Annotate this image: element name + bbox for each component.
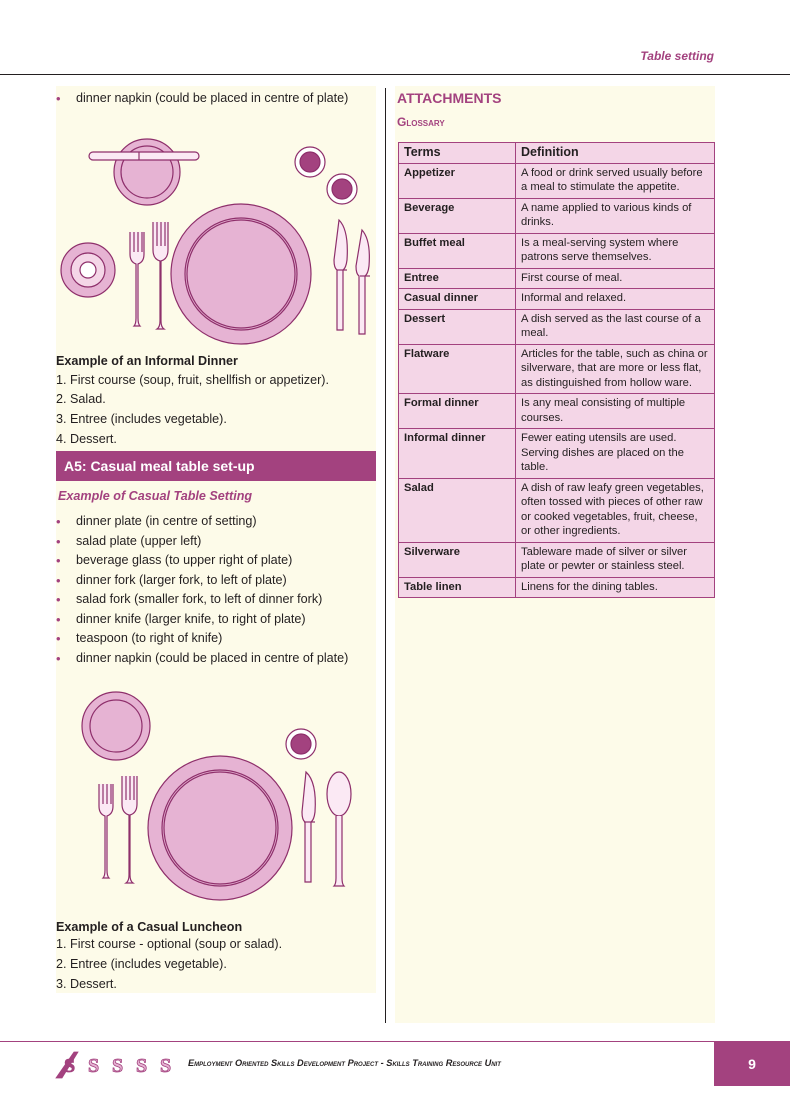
list-item: • dinner knife (larger knife, to right of plate) <box>56 612 306 627</box>
casual-setting-heading: Example of Casual Table Setting <box>58 489 253 503</box>
column-header: Terms <box>399 143 516 164</box>
glossary-title: Glossary <box>397 115 445 129</box>
bullet-icon: • <box>56 91 61 106</box>
right-column <box>395 86 715 1023</box>
definition-cell: First course of meal. <box>516 268 715 289</box>
term-cell: Buffet meal <box>399 233 516 268</box>
list-item: • dinner napkin (could be placed in centre of plate) <box>56 651 349 666</box>
definition-cell: Articles for the table, such as china or silverware, that are more or less flat, as distinguished from hollow ware. <box>516 344 715 394</box>
svg-text:S: S <box>160 1055 172 1077</box>
bullet-icon: • <box>56 534 61 549</box>
section-heading: A5: Casual meal table set-up <box>56 451 376 481</box>
bullet-icon: • <box>56 573 61 588</box>
header-title: Table setting <box>640 49 714 63</box>
list-item: 2. Salad. <box>56 392 106 406</box>
table-row <box>399 344 715 394</box>
list-item: • dinner fork (larger fork, to left of plate) <box>56 573 287 588</box>
svg-text:S: S <box>88 1055 100 1077</box>
table-row <box>399 309 715 344</box>
list-item: • dinner napkin (could be placed in centre of plate) <box>56 91 349 106</box>
svg-text:S: S <box>136 1055 148 1077</box>
column-divider <box>385 88 386 1023</box>
term-cell: Silverware <box>399 542 516 577</box>
table-row <box>399 577 715 598</box>
header-rule <box>0 74 790 75</box>
term-cell: Formal dinner <box>399 394 516 429</box>
bullet-icon: • <box>56 612 61 627</box>
definition-cell: Fewer eating utensils are used. Serving dishes are placed on the table. <box>516 429 715 479</box>
table-row <box>399 233 715 268</box>
list-item: • salad plate (upper left) <box>56 534 202 549</box>
term-cell: Flatware <box>399 344 516 394</box>
footer-rule <box>0 1041 790 1042</box>
definition-cell: A dish of raw leafy green vegetables, often tossed with pieces of other raw or cooked vegetables, fruit, cheese, or other ingredients. <box>516 478 715 542</box>
definition-cell: A name applied to various kinds of drinks. <box>516 198 715 233</box>
table-row <box>399 478 715 542</box>
bullet-icon: • <box>56 631 61 646</box>
footer-text: Employment Oriented Skills Development Project - Skills Training Resource Unit <box>188 1058 501 1068</box>
definition-cell: A dish served as the last course of a meal. <box>516 309 715 344</box>
definition-cell: Is any meal consisting of multiple courses. <box>516 394 715 429</box>
luncheon-heading: Example of a Casual Luncheon <box>56 920 243 934</box>
table-row <box>399 394 715 429</box>
column-header: Definition <box>516 143 715 164</box>
list-item: • beverage glass (to upper right of plate) <box>56 553 293 568</box>
informal-table-setting-illustration <box>56 132 376 347</box>
list-item: 1. First course (soup, fruit, shellfish or appetizer). <box>56 373 329 387</box>
bullet-icon: • <box>56 553 61 568</box>
page-number: 9 <box>714 1042 790 1086</box>
table-row <box>399 198 715 233</box>
term-cell: Informal dinner <box>399 429 516 479</box>
svg-text:S: S <box>112 1055 124 1077</box>
table-row <box>399 289 715 310</box>
term-cell: Beverage <box>399 198 516 233</box>
casual-table-setting-illustration <box>56 686 376 906</box>
list-item: 2. Entree (includes vegetable). <box>56 957 227 971</box>
definition-cell: A food or drink served usually before a meal to stimulate the appetite. <box>516 163 715 198</box>
bullet-icon: • <box>56 651 61 666</box>
definition-cell: Linens for the dining tables. <box>516 577 715 598</box>
left-column <box>56 86 376 993</box>
table-header-row <box>399 143 715 164</box>
term-cell: Table linen <box>399 577 516 598</box>
term-cell: Dessert <box>399 309 516 344</box>
term-cell: Casual dinner <box>399 289 516 310</box>
attachments-title: ATTACHMENTS <box>397 90 502 106</box>
list-item: 1. First course - optional (soup or salad). <box>56 937 283 951</box>
list-item: • dinner plate (in centre of setting) <box>56 514 257 529</box>
bullet-icon: • <box>56 592 61 607</box>
table-row <box>399 163 715 198</box>
definition-cell: Tableware made of silver or silver plate or pewter or stainless steel. <box>516 542 715 577</box>
table-row <box>399 268 715 289</box>
list-item: 3. Dessert. <box>56 977 117 991</box>
glossary-table <box>398 142 715 598</box>
list-item: • salad fork (smaller fork, to left of dinner fork) <box>56 592 323 607</box>
definition-cell: Informal and relaxed. <box>516 289 715 310</box>
informal-dinner-heading: Example of an Informal Dinner <box>56 354 238 368</box>
table-row <box>399 542 715 577</box>
term-cell: Entree <box>399 268 516 289</box>
table-row <box>399 429 715 479</box>
list-item: 4. Dessert. <box>56 432 117 446</box>
project-logo <box>54 1050 186 1080</box>
svg-text:S: S <box>64 1055 76 1077</box>
list-item: • teaspoon (to right of knife) <box>56 631 223 646</box>
bullet-icon: • <box>56 514 61 529</box>
term-cell: Appetizer <box>399 163 516 198</box>
list-item: 3. Entree (includes vegetable). <box>56 412 227 426</box>
definition-cell: Is a meal-serving system where patrons serve themselves. <box>516 233 715 268</box>
term-cell: Salad <box>399 478 516 542</box>
